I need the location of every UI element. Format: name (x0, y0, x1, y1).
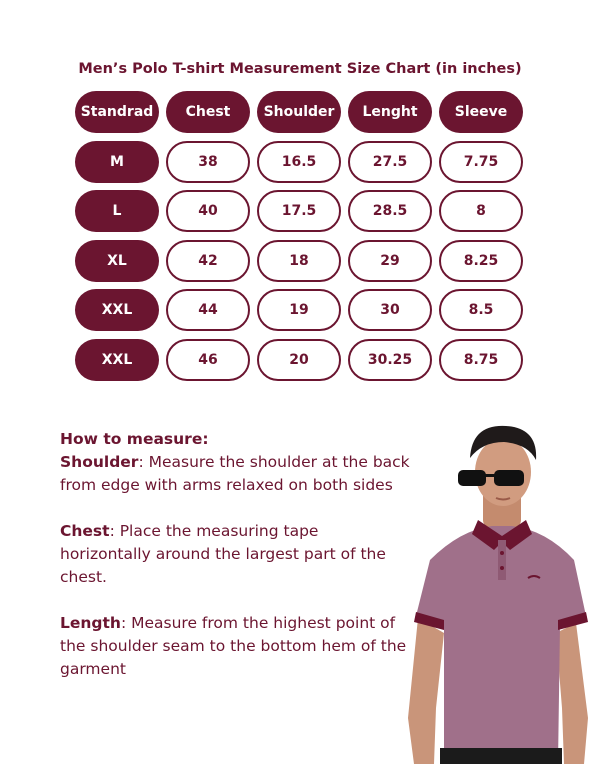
shoulder-value: 20 (257, 339, 341, 381)
sleeve-value: 7.75 (439, 141, 523, 183)
chest-value: 46 (166, 339, 250, 381)
shoulder-value: 19 (257, 289, 341, 331)
shoulder-value: 18 (257, 240, 341, 282)
table-row (75, 190, 523, 232)
instruction-text: : Measure the shoulder at the back from edge with arms relaxed on both sides (60, 453, 410, 494)
chest-value: 40 (166, 190, 250, 232)
table-row (75, 141, 523, 183)
header-standard: Standrad (75, 91, 159, 133)
how-to-heading: How to measure: (60, 430, 209, 448)
size-chart-table (75, 91, 523, 388)
instruction-text: : Place the measuring tape horizontally around the largest part of the chest. (60, 522, 386, 586)
length-instruction (60, 612, 410, 681)
shoulder-instruction (60, 451, 410, 497)
instruction-term: Length (60, 614, 121, 632)
size-label: XXL (75, 289, 159, 331)
shoulder-value: 16.5 (257, 141, 341, 183)
header-sleeve: Sleeve (439, 91, 523, 133)
header-shoulder: Shoulder (257, 91, 341, 133)
header-length: Lenght (348, 91, 432, 133)
sleeve-value: 8 (439, 190, 523, 232)
table-row (75, 289, 523, 331)
shoulder-value: 17.5 (257, 190, 341, 232)
sleeve-value: 8.5 (439, 289, 523, 331)
sleeve-value: 8.25 (439, 240, 523, 282)
length-value: 30.25 (348, 339, 432, 381)
table-row (75, 339, 523, 381)
chest-instruction (60, 520, 410, 589)
length-value: 30 (348, 289, 432, 331)
chest-value: 42 (166, 240, 250, 282)
header-chest: Chest (166, 91, 250, 133)
table-row (75, 240, 523, 282)
table-header-row (75, 91, 523, 133)
size-label: XL (75, 240, 159, 282)
length-value: 27.5 (348, 141, 432, 183)
size-label: L (75, 190, 159, 232)
chart-title: Men’s Polo T-shirt Measurement Size Chart (in inches) (78, 61, 522, 77)
sleeve-value: 8.75 (439, 339, 523, 381)
chest-value: 44 (166, 289, 250, 331)
length-value: 29 (348, 240, 432, 282)
size-label: XXL (75, 339, 159, 381)
size-label: M (75, 141, 159, 183)
instruction-term: Chest (60, 522, 110, 540)
instruction-term: Shoulder (60, 453, 139, 471)
length-value: 28.5 (348, 190, 432, 232)
model-photo (400, 418, 600, 764)
chest-value: 38 (166, 141, 250, 183)
instruction-text: : Measure from the highest point of the shoulder seam to the bottom hem of the garment (60, 614, 407, 678)
how-to-measure (60, 428, 410, 704)
